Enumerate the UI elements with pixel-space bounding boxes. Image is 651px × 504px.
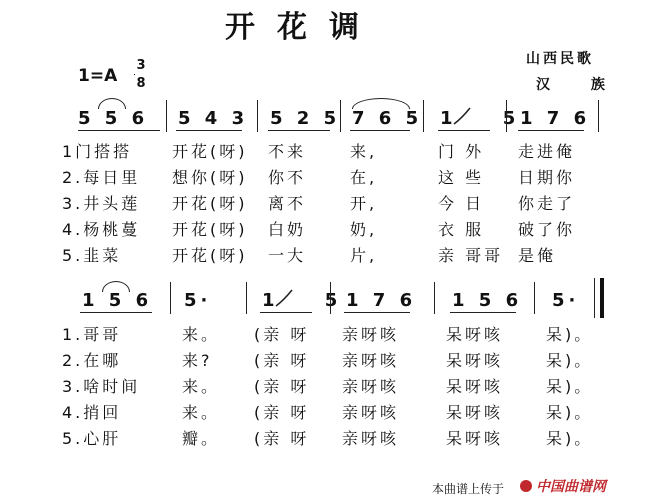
lyric-verse-5-m9: (亲 呀: [254, 429, 310, 448]
lyric-verse-3-m6: 你走了: [518, 194, 576, 213]
meter-denominator: 8: [136, 76, 146, 91]
bar-line: [534, 282, 535, 314]
beam-underline: [518, 130, 584, 131]
bar-line: [330, 282, 331, 314]
time-signature: [134, 58, 148, 91]
glide-mark: [274, 288, 296, 310]
lyric-verse-3-m9: (亲 呀: [254, 377, 310, 396]
lyric-verse-1-m9: (亲 呀: [254, 325, 310, 344]
lyric-verse-3-m12: 呆)。: [546, 377, 594, 396]
lyric-verse-4-m9: (亲 呀: [254, 403, 310, 422]
slur-mark: [98, 98, 126, 109]
measure-12-notes: 5·: [552, 290, 580, 311]
lyric-verse-4-m12: 呆)。: [546, 403, 594, 422]
lyric-verse-3-m3: 离不: [268, 194, 307, 213]
lyric-verse-1-m10: 亲呀咳: [342, 325, 400, 344]
lyric-verse-4-m10: 亲呀咳: [342, 403, 400, 422]
lyric-verse-3-m8: 来。: [182, 377, 221, 396]
bar-line: [170, 282, 171, 314]
bar-line: [166, 100, 167, 132]
song-title: 开花调: [225, 10, 381, 45]
lyric-verse-1-m3: 不来: [268, 142, 307, 161]
lyric-verse-3-m5: 今 日: [438, 194, 485, 213]
lyric-verse-4-m3: 白奶: [268, 220, 307, 239]
lyric-verse-1-m8: 来。: [182, 325, 221, 344]
beam-underline: [350, 130, 410, 131]
upload-note: 本曲谱上传于: [432, 482, 505, 496]
lyric-verse-1-m11: 呆呀咳: [446, 325, 504, 344]
measure-1-notes: 5 5 6: [78, 108, 149, 129]
measure-2-notes: 5 4 3: [178, 108, 249, 129]
lyric-verse-1-m12: 呆)。: [546, 325, 594, 344]
meter-fraction-line: [134, 74, 135, 75]
lyric-verse-4-m1: 4.杨桃蔓: [62, 220, 141, 239]
lyric-verse-3-m7: 3.啥时间: [62, 377, 141, 396]
bar-line: [434, 282, 435, 314]
measure-3-notes: 5 2 5: [270, 108, 341, 129]
song-ethnicity: 汉 族: [536, 77, 623, 93]
lyric-verse-2-m4: 在,: [350, 168, 378, 187]
final-bar-line: [600, 278, 604, 318]
lyric-verse-4-m5: 衣 服: [438, 220, 485, 239]
beam-underline: [80, 312, 152, 313]
measure-4-notes: 7 6 5: [352, 108, 423, 129]
lyric-verse-3-m1: 3.井头莲: [62, 194, 141, 213]
lyric-verse-2-m11: 呆呀咳: [446, 351, 504, 370]
bar-line: [594, 278, 595, 318]
slur-mark: [352, 98, 410, 109]
meter-numerator: 3: [136, 58, 146, 73]
lyric-verse-4-m4: 奶,: [350, 220, 378, 239]
lyric-verse-5-m3: 一大: [268, 246, 307, 265]
bar-line: [246, 282, 247, 314]
site-brand-link[interactable]: 中国曲谱网: [536, 479, 606, 495]
lyric-verse-2-m12: 呆)。: [546, 351, 594, 370]
lyric-verse-2-m3: 你不: [268, 168, 307, 187]
lyric-verse-2-m1: 2.每日里: [62, 168, 141, 187]
lyric-verse-2-m7: 2.在哪: [62, 351, 122, 370]
bar-line: [423, 100, 424, 132]
beam-underline: [450, 312, 516, 313]
lyric-verse-4-m6: 破了你: [518, 220, 576, 239]
lyric-verse-5-m4: 片,: [350, 246, 378, 265]
lyric-verse-1-m7: 1.哥哥: [62, 325, 122, 344]
song-source: 山西民歌: [526, 51, 594, 67]
lyric-verse-2-m10: 亲呀咳: [342, 351, 400, 370]
lyric-verse-5-m8: 瓣。: [182, 429, 221, 448]
measure-9-notes: 1 5: [262, 290, 360, 311]
lyric-verse-4-m11: 呆呀咳: [446, 403, 504, 422]
beam-underline: [438, 130, 490, 131]
key-signature: 1=A: [78, 66, 118, 86]
lyric-verse-3-m4: 开,: [350, 194, 378, 213]
glide-mark: [452, 106, 474, 128]
lyric-verse-2-m9: (亲 呀: [254, 351, 310, 370]
lyric-verse-5-m10: 亲呀咳: [342, 429, 400, 448]
lyric-verse-3-m11: 呆呀咳: [446, 377, 504, 396]
lyric-verse-5-m7: 5.心肝: [62, 429, 122, 448]
lyric-verse-1-m6: 走进俺: [518, 142, 576, 161]
measure-11-notes: 1 5 6: [452, 290, 523, 311]
lyric-verse-1-m4: 来,: [350, 142, 378, 161]
lyric-verse-5-m5: 亲 哥哥: [438, 246, 504, 265]
lyric-verse-1-m5: 门 外: [438, 142, 485, 161]
measure-7-notes: 1 5 6: [82, 290, 153, 311]
measure-8-notes: 5·: [184, 290, 212, 311]
lyric-verse-3-m2: 开花(呀): [172, 194, 248, 213]
bar-line: [257, 100, 258, 132]
measure-6-notes: 1 7 6: [520, 108, 591, 129]
lyric-verse-5-m2: 开花(呀): [172, 246, 248, 265]
measure-10-notes: 1 7 6: [346, 290, 417, 311]
bar-line: [340, 100, 341, 132]
lyric-verse-3-m10: 亲呀咳: [342, 377, 400, 396]
beam-underline: [176, 130, 242, 131]
lyric-verse-1-m2: 开花(呀): [172, 142, 248, 161]
lyric-verse-2-m6: 日期你: [518, 168, 576, 187]
lyric-verse-2-m2: 想你(呀): [172, 168, 248, 187]
lyric-verse-4-m7: 4.捎回: [62, 403, 122, 422]
lyric-verse-5-m11: 呆呀咳: [446, 429, 504, 448]
beam-underline: [260, 312, 312, 313]
lyric-verse-5-m12: 呆)。: [546, 429, 594, 448]
lyric-verse-2-m8: 来?: [182, 351, 213, 370]
lyric-verse-4-m8: 来。: [182, 403, 221, 422]
beam-underline: [268, 130, 330, 131]
beam-underline: [344, 312, 410, 313]
bar-line: [598, 100, 599, 132]
slur-mark: [102, 281, 130, 292]
lyric-verse-1-m1: 1门搭搭: [62, 142, 133, 161]
lyric-verse-5-m6: 是俺: [518, 246, 557, 265]
bar-line: [506, 100, 507, 132]
lyric-verse-5-m1: 5.韭菜: [62, 246, 122, 265]
measure-5-notes: 1 5: [440, 108, 538, 129]
lyric-verse-4-m2: 开花(呀): [172, 220, 248, 239]
lyric-verse-2-m5: 这 些: [438, 168, 485, 187]
beam-underline: [78, 130, 160, 131]
site-logo-icon: [520, 480, 532, 492]
